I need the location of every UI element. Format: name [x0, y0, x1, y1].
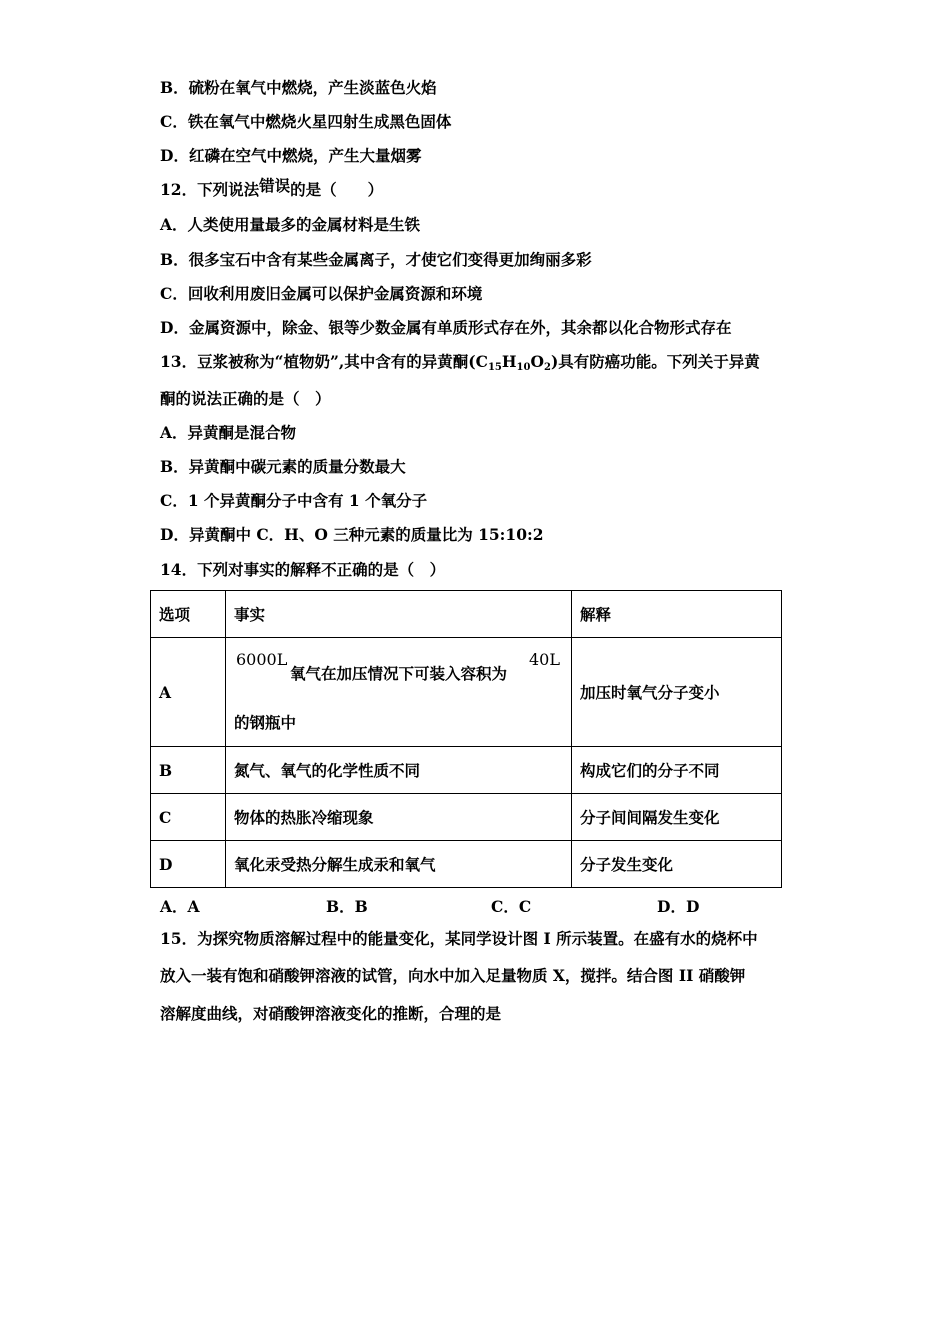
row-c-explain: 分子间间隔发生变化	[572, 794, 782, 841]
row-a-fact-part1: 氧气在加压情况下可装入容积为	[290, 664, 508, 683]
question-12	[160, 176, 384, 200]
option-13-b: B．异黄酮中碳元素的质量分数最大	[160, 457, 406, 476]
option-13-c: C．1 个异黄酮分子中含有 1 个氧分子	[160, 491, 428, 510]
row-c-fact: 物体的热胀冷缩现象	[226, 794, 572, 841]
table-row	[151, 794, 782, 841]
row-d-explain: 分子发生变化	[572, 841, 782, 888]
answer-option-a: A．A	[160, 897, 200, 916]
option-12-a: A．人类使用量最多的金属材料是生铁	[160, 215, 421, 234]
row-a-option: A	[151, 638, 226, 747]
q13-sub-3: 2	[543, 362, 551, 373]
facts-table	[150, 590, 782, 888]
table-row	[151, 638, 782, 747]
header-explain: 解释	[572, 591, 782, 638]
q13-part-c: O	[530, 352, 544, 371]
table-header-row	[151, 591, 782, 638]
row-b-fact: 氮气、氧气的化学性质不同	[226, 747, 572, 794]
question-12-text-c: 的是（ ）	[290, 180, 384, 199]
row-b-explain: 构成它们的分子不同	[572, 747, 782, 794]
question-13-line1	[160, 352, 760, 378]
question-12-text-b: 错误	[259, 176, 291, 195]
header-option: 选项	[151, 591, 226, 638]
row-a-fact-part2: 的钢瓶中	[234, 713, 297, 732]
answer-option-d: D．D	[657, 897, 700, 916]
answer-option-c: C．C	[491, 897, 532, 916]
row-b-option: B	[151, 747, 226, 794]
question-12-text-a: 12．下列说法	[160, 180, 260, 199]
row-a-explain: 加压时氧气分子变小	[572, 638, 782, 747]
row-a-fact	[226, 638, 572, 747]
option-13-a: A．异黄酮是混合物	[160, 423, 297, 442]
option-11-b: B．硫粉在氧气中燃烧，产生淡蓝色火焰	[160, 78, 437, 97]
row-a-num2: 40L	[529, 650, 560, 669]
row-c-option: C	[151, 794, 226, 841]
option-13-d: D．异黄酮中 C．H、O 三种元素的质量比为 15:10:2	[160, 525, 544, 544]
row-d-option: D	[151, 841, 226, 888]
option-12-b: B．很多宝石中含有某些金属离子，才使它们变得更加绚丽多彩	[160, 250, 592, 269]
question-14: 14．下列对事实的解释不正确的是（ ）	[160, 560, 446, 579]
question-15-line2: 放入一装有饱和硝酸钾溶液的试管，向水中加入足量物质 X，搅拌。结合图 II 硝酸钾	[160, 966, 746, 985]
question-15-line1: 15．为探究物质溶解过程中的能量变化，某同学设计图 I 所示装置。在盛有水的烧杯中	[160, 929, 758, 948]
row-d-fact: 氧化汞受热分解生成汞和氧气	[226, 841, 572, 888]
table-row	[151, 747, 782, 794]
q13-sub-2: 10	[516, 362, 531, 373]
q13-sub-1: 15	[487, 362, 502, 373]
answer-option-b: B．B	[326, 897, 368, 916]
option-12-d: D．金属资源中，除金、银等少数金属有单质形式存在外，其余都以化合物形式存在	[160, 318, 732, 337]
row-a-num1: 6000L	[236, 650, 288, 669]
option-12-c: C．回收利用废旧金属可以保护金属资源和环境	[160, 284, 483, 303]
q13-part-a: 13．豆浆被称为“植物奶”,其中含有的异黄酮(C	[160, 352, 488, 371]
q13-part-d: )具有防癌功能。下列关于异黄	[550, 352, 760, 371]
option-11-c: C．铁在氧气中燃烧火星四射生成黑色固体	[160, 112, 452, 131]
question-13-line2: 酮的说法正确的是（ ）	[160, 389, 331, 408]
table-row	[151, 841, 782, 888]
q13-part-b: H	[501, 352, 517, 371]
question-15-line3: 溶解度曲线，对硝酸钾溶液变化的推断，合理的是	[160, 1004, 502, 1023]
header-fact: 事实	[226, 591, 572, 638]
option-11-d: D．红磷在空气中燃烧，产生大量烟雾	[160, 146, 422, 165]
